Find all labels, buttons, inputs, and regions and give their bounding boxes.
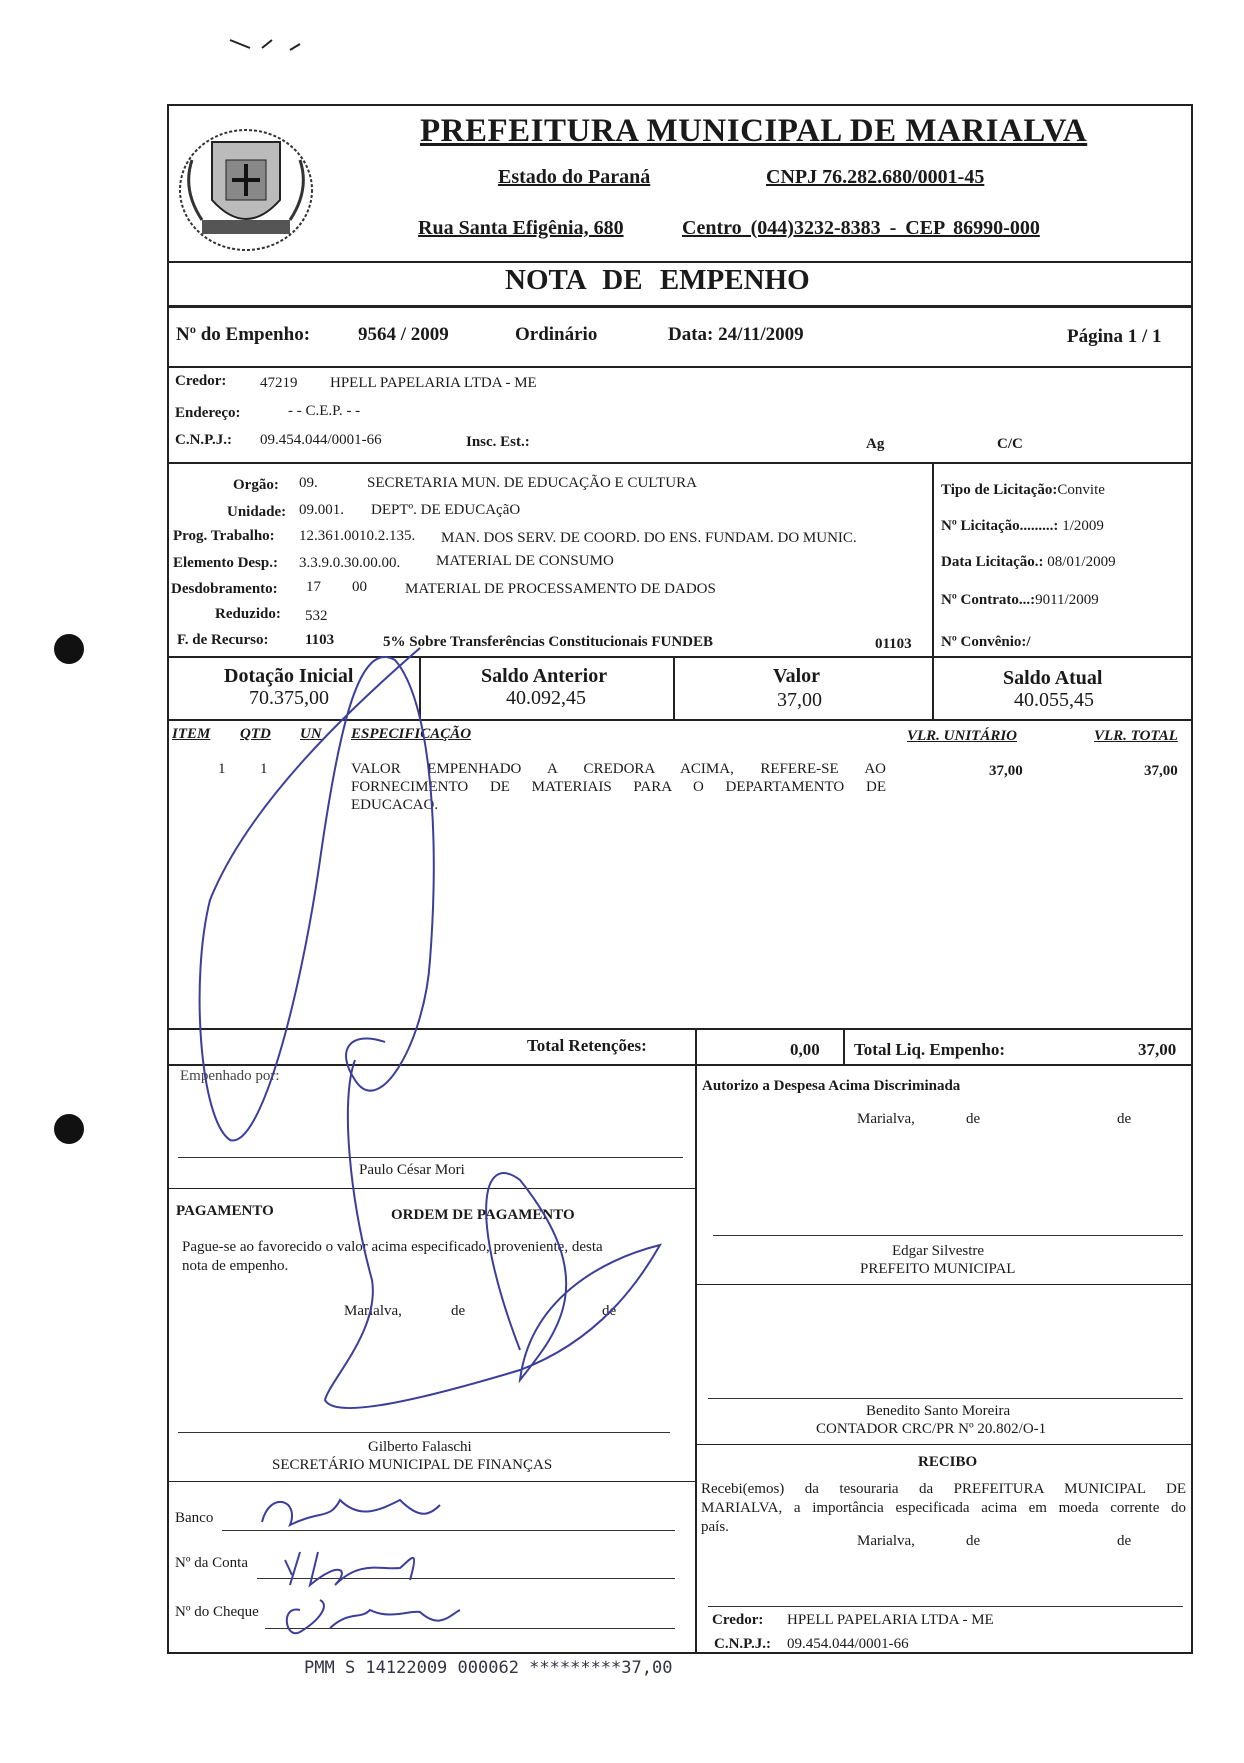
banco-label: Banco (175, 1510, 214, 1526)
contrato-value: 9011/2009 (1035, 592, 1099, 608)
coat-of-arms-logo (172, 120, 320, 260)
recurso-number: 01103 (875, 636, 912, 652)
num-licitacao-value: 1/2009 (1062, 518, 1104, 534)
data-licitacao-label: Data Licitação.: 08/01/2009 (941, 554, 1116, 570)
autorizo-de-2: de (1117, 1111, 1132, 1127)
reduzido-code: 532 (305, 608, 328, 624)
item-spec-line-2: FORNECIMENTO DE MATERIAIS PARA O DEPARTAMENTO DE (351, 779, 886, 795)
secretario-name: Gilberto Falaschi (368, 1439, 472, 1455)
valor-value: 37,00 (777, 689, 822, 711)
item-number: 1 (218, 761, 226, 777)
total-liquido-label: Total Liq. Empenho: (854, 1040, 1005, 1059)
punch-hole-top (54, 634, 84, 664)
contador-name: Benedito Santo Moreira (866, 1403, 1011, 1419)
prefeito-role: PREFEITO MUNICIPAL (860, 1261, 1016, 1277)
payment-stamp: PMM S 14122009 000062 *********37,00 (304, 1658, 673, 1678)
autorizo-city: Marialva, (857, 1111, 915, 1127)
empenhado-por-label: Empenhado por: (180, 1068, 280, 1084)
empenhado-por-name: Paulo César Mori (359, 1162, 465, 1178)
ag-label: Ag (866, 436, 885, 452)
secretario-role: SECRETÁRIO MUNICIPAL DE FINANÇAS (272, 1457, 553, 1473)
autorizo-label: Autorizo a Despesa Acima Discriminada (702, 1078, 961, 1094)
pagamento-de-2: de (602, 1303, 617, 1319)
recibo-de-1: de (966, 1533, 981, 1549)
street-address: Rua Santa Efigênia, 680 (418, 217, 624, 239)
insc-est-label: Insc. Est.: (466, 434, 530, 450)
data-licitacao-value: 08/01/2009 (1047, 554, 1116, 570)
recibo-label: RECIBO (918, 1454, 978, 1470)
pagamento-text-1: Pague-se ao favorecido o valor acima especificado, proveniente, desta (182, 1239, 603, 1255)
prog-trabalho-label: Prog. Trabalho: (173, 528, 275, 544)
recurso-name: 5% Sobre Transferências Constitucionais FUNDEB (383, 634, 714, 650)
credor-cnpj-label: C.N.P.J.: (175, 432, 232, 448)
orgao-label: Orgão: (233, 477, 279, 493)
col-header-qtd: QTD (240, 726, 271, 742)
desdobramento-label: Desdobramento: (171, 581, 278, 597)
empenho-number: 9564 / 2009 (358, 324, 449, 345)
saldo-atual-value: 40.055,45 (1014, 689, 1094, 711)
desdobramento-code2: 00 (352, 579, 367, 595)
reduzido-label: Reduzido: (215, 606, 281, 622)
punch-hole-bottom (54, 1114, 84, 1144)
cc-label: C/C (997, 436, 1023, 452)
recibo-cnpj-value: 09.454.044/0001-66 (787, 1636, 909, 1652)
address-label: Endereço: (175, 405, 241, 421)
item-spec-line-1: VALOR EMPENHADO A CREDORA ACIMA, REFERE-SE AO (351, 761, 886, 777)
pagamento-text-2: nota de empenho. (182, 1258, 289, 1274)
total-liquido-value: 37,00 (1138, 1040, 1177, 1059)
credor-label: Credor: (175, 373, 227, 389)
contador-role: CONTADOR CRC/PR Nº 20.802/O-1 (816, 1421, 1047, 1437)
document-title: NOTA DE EMPENHO (505, 264, 810, 296)
item-unit-value: 37,00 (989, 763, 1023, 779)
tipo-licitacao-label: Tipo de Licitação:Convite (941, 482, 1105, 498)
saldo-atual-label: Saldo Atual (1003, 667, 1103, 689)
recibo-de-2: de (1117, 1533, 1132, 1549)
saldo-anterior-value: 40.092,45 (506, 687, 586, 709)
recibo-text-1: Recebi(emos) da tesouraria da PREFEITURA MUNICIPAL DE (701, 1481, 1186, 1497)
state-name: Estado do Paraná (498, 166, 651, 188)
elemento-label: Elemento Desp.: (173, 555, 278, 571)
recibo-credor-name: HPELL PAPELARIA LTDA - ME (787, 1612, 994, 1628)
recibo-city: Marialva, (857, 1533, 915, 1549)
pagamento-city: Marialva, (344, 1303, 402, 1319)
contrato-label: Nº Contrato...:9011/2009 (941, 592, 1099, 608)
tipo-licitacao-value: Convite (1057, 482, 1105, 498)
item-total-value: 37,00 (1144, 763, 1178, 779)
convenio-label: Nº Convênio:/ (941, 634, 1031, 650)
dotacao-value: 70.375,00 (249, 687, 329, 709)
credor-code: 47219 (260, 375, 298, 391)
recurso-code: 1103 (305, 632, 335, 648)
desdobramento-code1: 17 (306, 579, 321, 595)
unidade-label: Unidade: (227, 504, 287, 520)
credor-cnpj: 09.454.044/0001-66 (260, 432, 382, 448)
recibo-credor-label: Credor: (712, 1612, 764, 1628)
empenho-type: Ordinário (515, 324, 598, 345)
pagamento-de-1: de (451, 1303, 466, 1319)
pagamento-label: PAGAMENTO (176, 1203, 274, 1219)
col-header-item: ITEM (172, 726, 211, 742)
empenho-number-label: Nº do Empenho: (176, 324, 311, 345)
recurso-label: F. de Recurso: (177, 632, 269, 648)
col-header-vlr-total: VLR. TOTAL (1094, 728, 1178, 744)
empenho-date: Data: 24/11/2009 (668, 324, 804, 345)
prefeito-name: Edgar Silvestre (892, 1243, 985, 1259)
prog-trabalho-name: MAN. DOS SERV. DE COORD. DO ENS. FUNDAM. DO MUNIC. (441, 530, 857, 546)
recibo-text-2: MARIALVA, a importância especificada acima em moeda corrente do (701, 1500, 1186, 1516)
municipality-cnpj: CNPJ 76.282.680/0001-45 (766, 166, 985, 188)
col-header-especificacao: ESPECIFICAÇÃO (351, 726, 472, 742)
district-phone-cep: Centro (044)3232-8383 - CEP 86990-000 (682, 217, 1040, 239)
conta-label: Nº da Conta (175, 1555, 248, 1571)
total-retencoes-value: 0,00 (790, 1040, 820, 1059)
item-qtd: 1 (260, 761, 268, 777)
num-licitacao-label: Nº Licitação.........: 1/2009 (941, 518, 1104, 534)
col-header-un: UN (300, 726, 322, 742)
saldo-anterior-label: Saldo Anterior (481, 665, 608, 687)
page-number: Página 1 / 1 (1067, 326, 1162, 347)
total-retencoes-label: Total Retenções: (527, 1036, 647, 1055)
cheque-label: Nº do Cheque (175, 1604, 259, 1620)
prog-trabalho-code: 12.361.0010.2.135. (299, 528, 416, 544)
orgao-name: SECRETARIA MUN. DE EDUCAÇÃO E CULTURA (367, 475, 697, 491)
desdobramento-name: MATERIAL DE PROCESSAMENTO DE DADOS (405, 581, 716, 597)
autorizo-de-1: de (966, 1111, 981, 1127)
unidade-name: DEPTº. DE EDUCAçãO (371, 502, 521, 518)
valor-label: Valor (773, 665, 821, 687)
orgao-code: 09. (299, 475, 318, 491)
unidade-code: 09.001. (299, 502, 344, 518)
elemento-name: MATERIAL DE CONSUMO (436, 553, 614, 569)
recibo-cnpj-label: C.N.P.J.: (714, 1636, 771, 1652)
item-spec-line-3: EDUCACAO. (351, 797, 439, 813)
municipality-title: PREFEITURA MUNICIPAL DE MARIALVA (420, 113, 1088, 149)
recibo-text-3: país. (701, 1519, 729, 1535)
ordem-pagamento-label: ORDEM DE PAGAMENTO (391, 1207, 575, 1223)
dotacao-label: Dotação Inicial (224, 665, 354, 687)
col-header-vlr-unitario: VLR. UNITÁRIO (907, 728, 1018, 744)
address-value: - - C.E.P. - - (288, 403, 361, 419)
credor-name: HPELL PAPELARIA LTDA - ME (330, 375, 537, 391)
elemento-code: 3.3.9.0.30.00.00. (299, 555, 401, 571)
